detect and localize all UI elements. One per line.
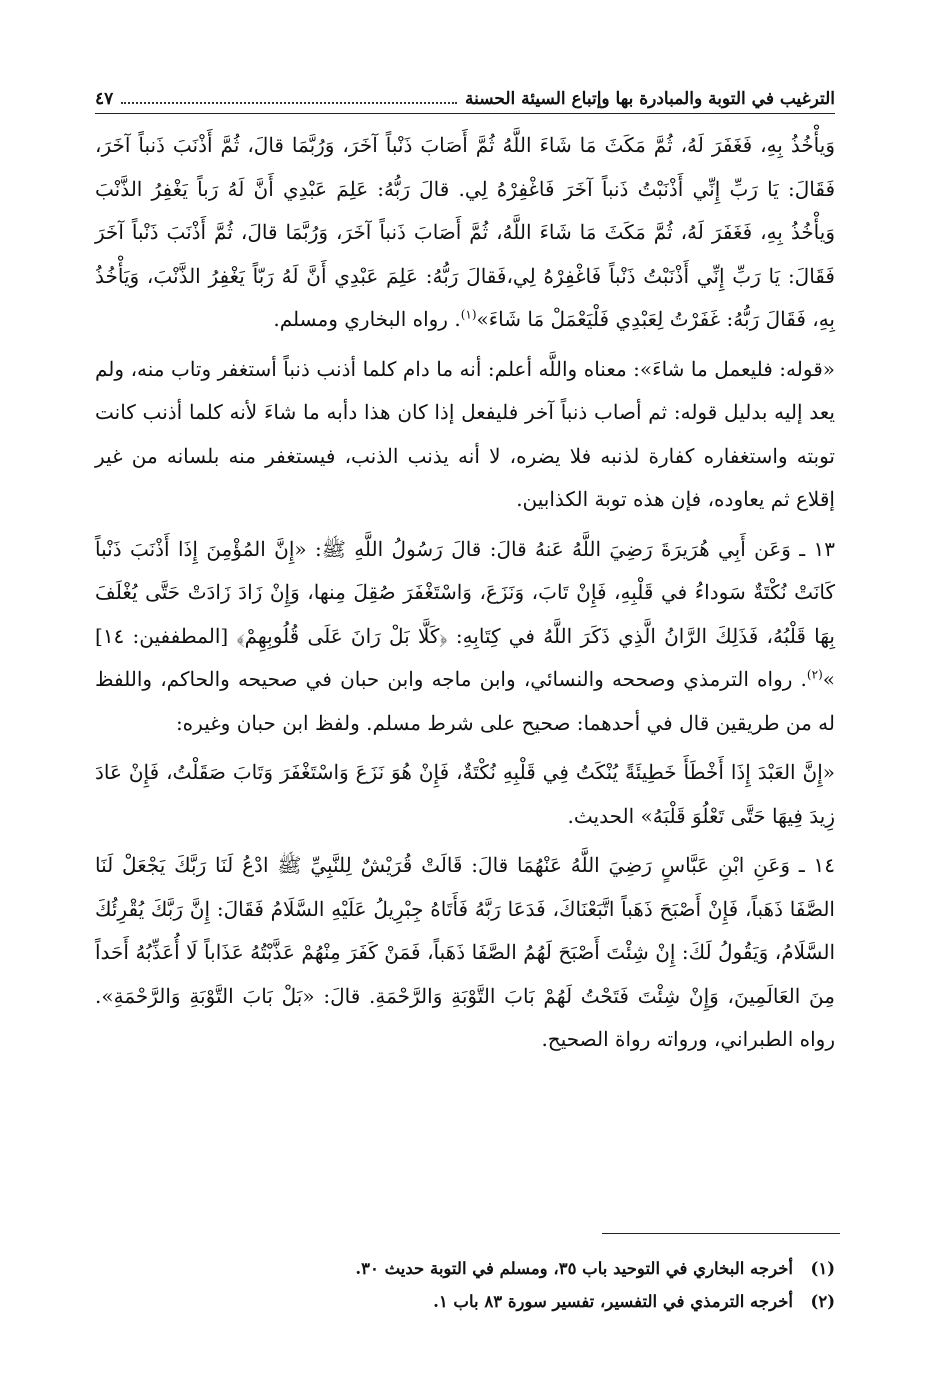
leader-dots xyxy=(121,101,457,104)
footnote-divider xyxy=(602,1233,840,1234)
running-title: الترغيب في التوبة والمبادرة بها وإتباع السيئة الحسنة xyxy=(464,89,835,109)
paragraph-text: «إِنَّ العَبْدَ إِذَا أَخْطَأَ خَطِيئَةً يُنْكَتُ فِي قَلْبِهِ نُكْتَةٌ، فَإِنْ هُوَ نَزَعَ وَاسْتَغْفَرَ وَتَابَ صَقَلْتُ، فَإِنْ عَادَ زِيدَ فِيهَا حَتَّى تَعْلُوَ قَلْبَهُ» الحديث. xyxy=(95,760,835,828)
paragraph-hadith-14 xyxy=(95,844,835,1062)
paragraph-text: ١٣ ـ وَعَن أَبِي هُرَيرَةَ رَضِيَ اللَّهُ عَنهُ قالَ: قالَ رَسُولُ اللَّهِ ﷺ: «إِنَّ المُؤْمِنَ إِذَا أَذْنَبَ ذَنْباً كَانَتْ نُكْتَةٌ سَوداءُ في قَلْبِهِ، فَإِنْ تَابَ، وَنَزَعَ، وَاسْتَغْفَرَ صُقِلَ مِنها، وَإِنْ زَادَ زَادَتْ حَتَّى يُغْلَفَ بِهَا قَلْبُهُ، فَذَلِكَ الرَّانُ الَّذِي ذَكَرَ اللَّهُ في كِتَابِهِ: ﴿كَلَّا بَلْ رَانَ عَلَى قُلُوبِهِمْ﴾ [المطففين: ١٤] » xyxy=(95,536,835,691)
footnote-text: أخرجه البخاري في التوحيد باب ٣٥، ومسلم في التوبة حديث ٣٠. xyxy=(355,1259,793,1278)
footnotes xyxy=(95,1252,835,1318)
footnote-1 xyxy=(95,1252,835,1285)
paragraph-text-after: . رواه البخاري ومسلم. xyxy=(273,307,461,331)
main-text xyxy=(95,124,835,1068)
paragraph-ibn-hibban-wording xyxy=(95,751,835,838)
footnote-text: أخرجه الترمذي في التفسير، تفسير سورة ٨٣ باب ١. xyxy=(433,1292,793,1311)
footnote-2 xyxy=(95,1285,835,1318)
page-number: ٤٧ xyxy=(95,89,114,109)
paragraph-text: «قوله: فليعمل ما شاءَ»: معناه واللَّه أعلم: أنه ما دام كلما أذنب ذنباً أستغفر وتاب منه، ولم يعد إليه بدليل قوله: ثم أصاب ذنباً آخر فليفعل إذا كان هذا دأبه ما شاءَ لأنه كلما أذنب كانت توبته واستغفاره كفارة لذنبه فلا يضره، لا أنه يذنب الذنب، فيستغفر منه بلسانه من غير إقلاع ثم يعاوده، فإن هذه توبة الكذابين. xyxy=(95,356,835,511)
footnote-number: (١) xyxy=(810,1259,835,1278)
paragraph-text-after: . رواه الترمذي وصححه والنسائي، وابن ماجه وابن حبان في صحيحه والحاكم، واللفظ له من طريقين قال في أحدهما: صحيح على شرط مسلم. ولفظ ابن حبان وغيره: xyxy=(95,667,835,735)
paragraph-text: وَيأْخُذُ بِهِ، فَغَفَرَ لَهُ، ثُمَّ مَكَثَ مَا شَاءَ اللَّهُ ثُمَّ أَصَابَ ذَنْباً آخَرَ، وَرُبَّمَا قالَ، ثُمَّ أَذْنَبَ ذَنباً آخَرَ، فَقَالَ: يَا رَبِّ إِنِّي أَذْنَبْتُ ذَنباً آخَرَ فَاغْفِرْهُ لِي. قالَ رَبُّهُ: عَلِمَ عَبْدِي أَنَّ لَهُ رَباً يَغْفِرُ الذَّنْبَ وَيأْخُذُ بِهِ، فَغَفَرَ لَهُ، ثُمَّ مَكَثَ مَا شَاءَ اللَّهُ، ثُمَّ أَصَابَ ذَنباً آخَرَ، وَرُبَّمَا قالَ، ثُمَّ أَذْنَبَ ذَنْباً آخَرَ فَقَالَ: يَا رَبِّ إِنِّي أَذْنَبْتُ ذَنْباً فَاغْفِرْهُ لِي،فَقالَ رَبُّهُ: عَلِمَ عَبْدِي أَنَّ لَهُ رَبّاً يَغْفِرُ الذَّنْبَ، وَيَأْخُذُ بِهِ، فَقَالَ رَبُّهُ: غَفَرْتُ لِعَبْدِي فَلْيَعْمَلْ مَا شَاءَ» xyxy=(95,133,835,331)
footnote-ref-2: (٢) xyxy=(806,667,823,682)
footnote-ref-1: (١) xyxy=(460,307,477,322)
paragraph-hadith-13 xyxy=(95,528,835,746)
footnote-number: (٢) xyxy=(810,1292,835,1311)
paragraph-hadith-continuation xyxy=(95,124,835,342)
paragraph-text: ١٤ ـ وَعَنِ ابْنِ عَبَّاسٍ رَضِيَ اللَّهُ عَنْهُمَا قالَ: قَالَتْ قُرَيْشٌ لِلنَّبِيِّ ﷺ ادْعُ لَنَا رَبَّكَ يَجْعَلْ لَنَا الصَّفَا ذَهَباً، فَإِنْ أَصْبَحَ ذَهَباً اتَّبَعْنَاكَ، فَدَعَا رَبَّهُ فَأَتَاهُ جِبْرِيلُ عَلَيْهِ السَّلَامُ فَقَالَ: إِنَّ رَبَّكَ يُقْرِئُكَ السَّلَامُ، وَيَقُولُ لَكَ: إِنْ شِئْتَ أَصْبَحَ لَهُمُ الصَّفَا ذَهَباً، فَمَنْ كَفَرَ مِنْهُمْ عَذَّبْتُهُ عَذَاباً لَا أُعَذِّبُهُ أَحَداً مِنَ العَالَمِينَ، وَإِنْ شِئْتَ فَتَحْتُ لَهُمْ بَابَ التَّوْبَةِ وَالرَّحْمَةِ. قالَ: «بَلْ بَابَ التَّوْبَةِ وَالرَّحْمَةِ». رواه الطبراني، ورواته رواة الصحيح. xyxy=(95,853,835,1051)
running-header xyxy=(95,80,835,114)
paragraph-commentary xyxy=(95,348,835,522)
